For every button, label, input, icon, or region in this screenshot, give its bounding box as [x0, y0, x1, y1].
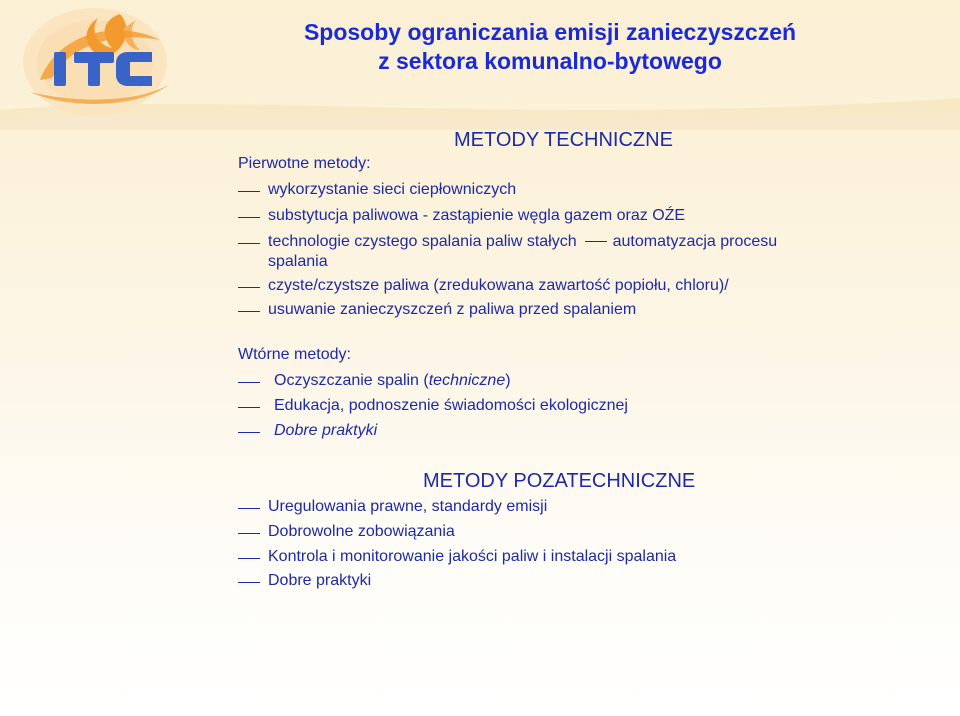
itc-logo-graphic — [0, 0, 270, 130]
dash-bullet — [238, 558, 260, 559]
list-item-text: usuwanie zanieczyszczeń z paliwa przed spalaniem — [268, 301, 637, 318]
list-item-text: Dobre praktyki — [268, 572, 372, 589]
list-item-text: Dobre praktyki — [274, 422, 378, 439]
list-item-text: wykorzystanie sieci ciepłowniczych — [268, 181, 517, 198]
list-item-text: Kontrola i monitorowanie jakości paliw i instalacji spalania — [268, 548, 677, 565]
title-line-1: Sposoby ograniczania emisji zanieczyszczeń — [303, 19, 797, 45]
dash-bullet — [585, 241, 607, 242]
dash-bullet — [238, 508, 260, 509]
page-title — [270, 18, 830, 76]
list-item-text: Edukacja, podnoszenie świadomości ekologicznej — [274, 397, 628, 414]
list-item-text — [274, 372, 511, 390]
list-item-text-part: automatyzacja procesu — [612, 233, 778, 250]
list-item-text: czyste/czystsze paliwa (zredukowana zawartość popiołu, chloru)/ — [268, 277, 729, 294]
title-line-2: z sektora komunalno-bytowego — [378, 48, 722, 74]
dash-bullet — [238, 582, 260, 583]
dash-bullet — [238, 217, 260, 218]
secondary-methods-label: Wtórne metody: — [238, 346, 351, 363]
itc-logo — [0, 0, 270, 130]
list-item-text-part: Oczyszczanie spalin ( — [274, 372, 429, 389]
list-item-text: Dobrowolne zobowiązania — [268, 523, 455, 540]
list-item-text — [268, 233, 777, 251]
technical-methods-heading: METODY TECHNICZNE — [454, 129, 673, 151]
dash-bullet — [238, 311, 260, 312]
dash-bullet — [238, 432, 260, 433]
list-item-text-part: technologie czystego spalania paliw stałych — [268, 233, 577, 250]
dash-bullet — [238, 382, 260, 383]
primary-methods-label: Pierwotne metody: — [238, 155, 371, 172]
dash-bullet — [238, 287, 260, 288]
dash-bullet — [238, 191, 260, 192]
dash-bullet — [238, 243, 260, 244]
list-item-text: Uregulowania prawne, standardy emisji — [268, 498, 548, 515]
list-item-text-italic: techniczne — [428, 372, 506, 389]
nontechnical-methods-heading: METODY POZATECHNICZNE — [423, 470, 696, 492]
list-item-text: substytucja paliwowa - zastąpienie węgla gazem oraz OŹE — [268, 207, 686, 224]
list-item-text-part: ) — [505, 372, 511, 389]
dash-bullet — [238, 533, 260, 534]
list-item-continuation: spalania — [268, 253, 328, 270]
dash-bullet — [238, 407, 260, 408]
